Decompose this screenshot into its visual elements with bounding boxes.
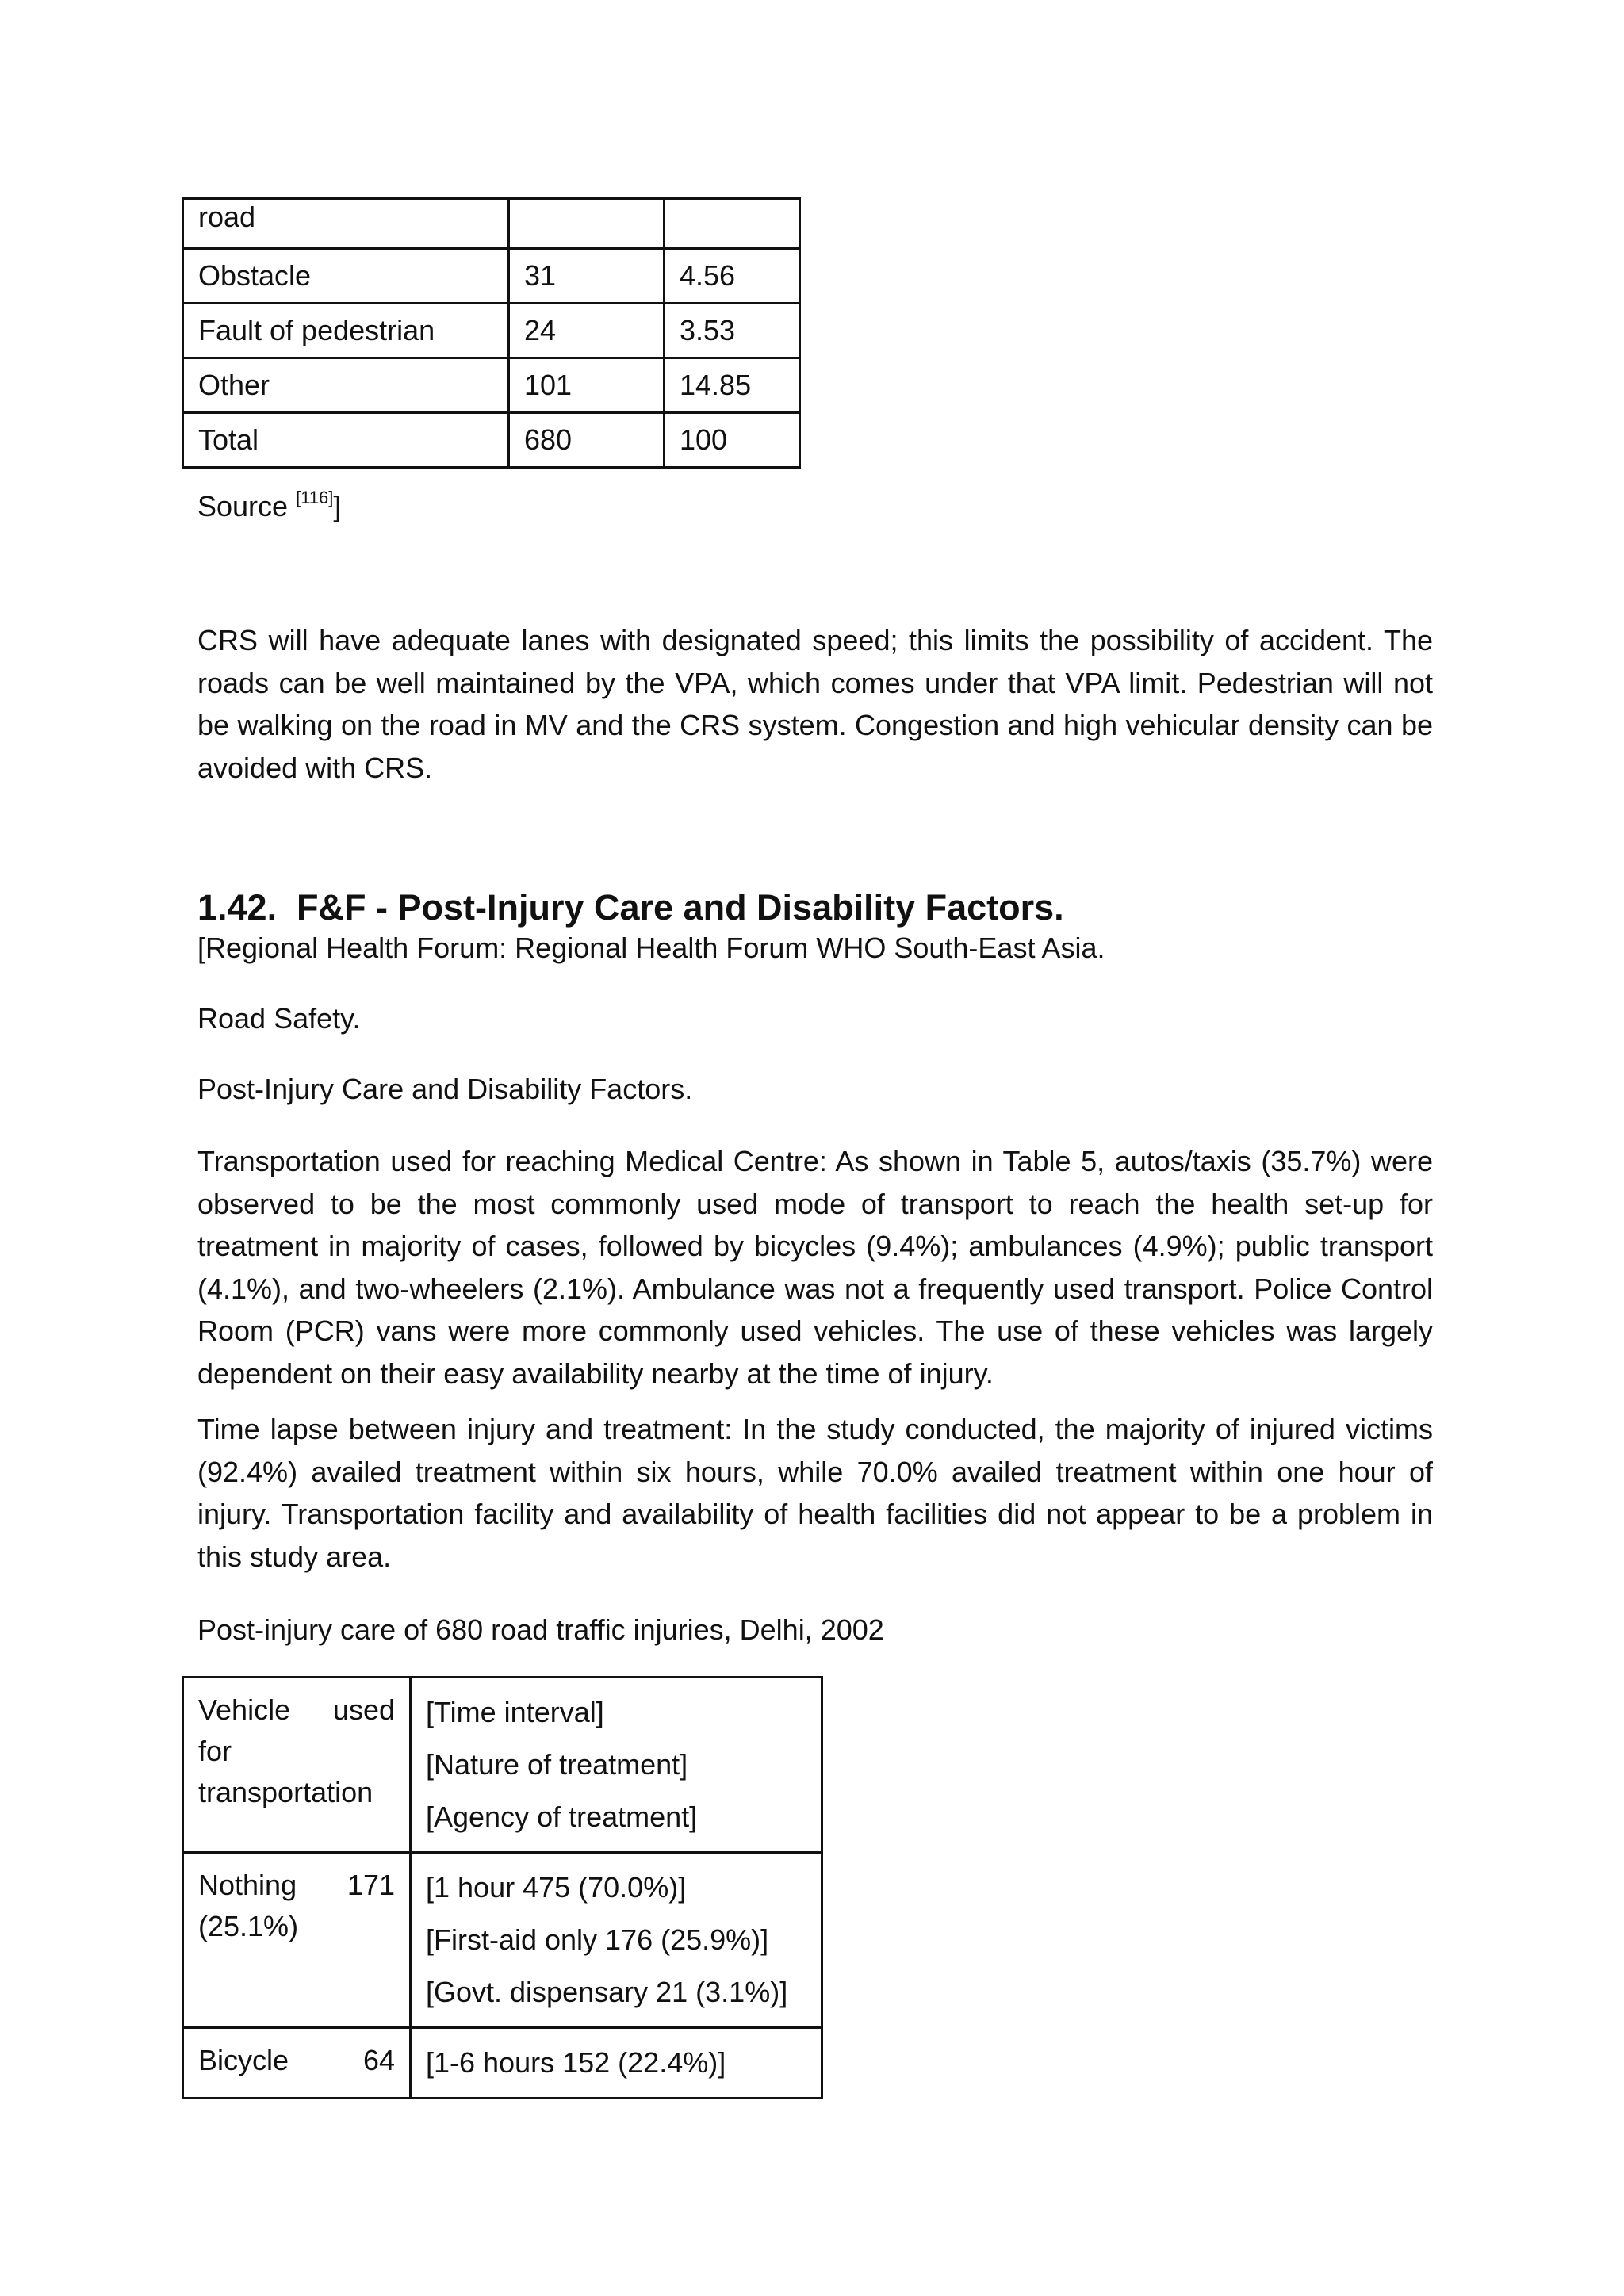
details-cell — [411, 2028, 822, 2099]
table-row — [183, 304, 800, 358]
table-cell-count: 24 — [509, 304, 665, 358]
vehicle-count: 171 — [347, 1869, 395, 1901]
header-agency-of-treatment: [Agency of treatment] — [426, 1800, 698, 1833]
table-header-row — [183, 1678, 822, 1853]
table-cell-count: 680 — [509, 413, 665, 468]
vehicle-count: 64 — [362, 2044, 395, 2076]
table-row — [183, 199, 800, 249]
table-cell-label: Total — [183, 413, 509, 468]
vehicle-cell — [183, 1853, 411, 2028]
header-time-interval: [Time interval] — [426, 1696, 604, 1728]
road-safety-line: Road Safety. — [197, 1002, 361, 1035]
table-row — [183, 2028, 822, 2099]
table-row — [183, 358, 800, 413]
table-cell-label: Obstacle — [183, 249, 509, 304]
table-row — [183, 413, 800, 468]
table-source-note — [197, 480, 341, 524]
detail-line: [1 hour 475 (70.0%)] — [426, 1871, 687, 1904]
detail-line: [First-aid only 176 (25.9%)] — [426, 1923, 769, 1956]
table-cell-percent: 14.85 — [665, 358, 800, 413]
vehicle-label: Bicycle — [198, 2044, 289, 2076]
table-cell-percent: 100 — [665, 413, 800, 468]
table-cell-count: 31 — [509, 249, 665, 304]
accident-cause-table — [182, 197, 801, 469]
section-heading — [197, 886, 1064, 930]
table-cell-label: road — [183, 199, 509, 249]
header-vehicle-line: Vehicle used — [198, 1693, 395, 1726]
header-nature-of-treatment: [Nature of treatment] — [426, 1748, 688, 1781]
crs-paragraph: CRS will have adequate lanes with designated speed; this limits the possibility of accident. The roads can be well maintained by the VPA, which comes under that VPA limit. Pedestrian will not be walking on the road in MV and the CRS system. Congestion and high vehicular density can be avoided with CRS. — [197, 624, 1433, 784]
detail-line: [1-6 hours 152 (22.4%)] — [426, 2046, 726, 2079]
vehicle-line — [198, 1865, 395, 1906]
header-details-cell — [411, 1678, 822, 1853]
source-close-bracket: ] — [333, 490, 342, 522]
detail-line: [Govt. dispensary 21 (3.1%)] — [426, 1976, 788, 2008]
section-number: 1.42. — [197, 887, 278, 928]
source-reference: [116] — [296, 488, 334, 507]
table-row — [183, 1853, 822, 2028]
header-vehicle-line: for — [198, 1735, 232, 1767]
table-caption: Post-injury care of 680 road traffic injuries, Delhi, 2002 — [197, 1613, 884, 1646]
table-cell-percent: 3.53 — [665, 304, 800, 358]
vehicle-percent: (25.1%) — [198, 1910, 299, 1942]
header-vehicle-cell — [183, 1678, 411, 1853]
vehicle-cell — [183, 2028, 411, 2099]
vehicle-line — [198, 2040, 395, 2081]
table-row — [183, 249, 800, 304]
section-title: F&F - Post-Injury Care and Disability Factors. — [297, 887, 1064, 928]
reference-line: [Regional Health Forum: Regional Health Forum WHO South-East Asia. — [197, 932, 1105, 964]
time-lapse-paragraph: Time lapse between injury and treatment: In the study conducted, the majority of injured victims (92.4%) availed treatment within six hours, while 70.0% availed treatment within one hour of injury. Transportation facility and availability of health facilities did not appear to be a problem in this study area. — [197, 1413, 1433, 1573]
source-label: Source — [197, 490, 289, 522]
table-cell-percent — [665, 199, 800, 249]
post-injury-care-table — [182, 1676, 823, 2099]
transport-paragraph: Transportation used for reaching Medical Centre: As shown in Table 5, autos/taxis (35.7%) were observed to be the most commonly used mode of transport to reach the health set-up for treatment in majority of cases, followed by bicycles (9.4%); ambulances (4.9%); public transport (4.1%), and two-wheelers (2.1%). Ambulance was not a frequently used transport. Police Control Room (PCR) vans were more commonly used vehicles. The use of these vehicles was largely dependent on their easy availability nearby at the time of injury. — [197, 1145, 1433, 1390]
table-cell-count — [509, 199, 665, 249]
details-cell — [411, 1853, 822, 2028]
header-vehicle-line: transportation — [198, 1776, 373, 1808]
table-cell-count: 101 — [509, 358, 665, 413]
table-cell-percent: 4.56 — [665, 249, 800, 304]
post-injury-line: Post-Injury Care and Disability Factors. — [197, 1073, 693, 1105]
table-cell-label: Other — [183, 358, 509, 413]
vehicle-label: Nothing — [198, 1869, 297, 1901]
table-cell-label: Fault of pedestrian — [183, 304, 509, 358]
